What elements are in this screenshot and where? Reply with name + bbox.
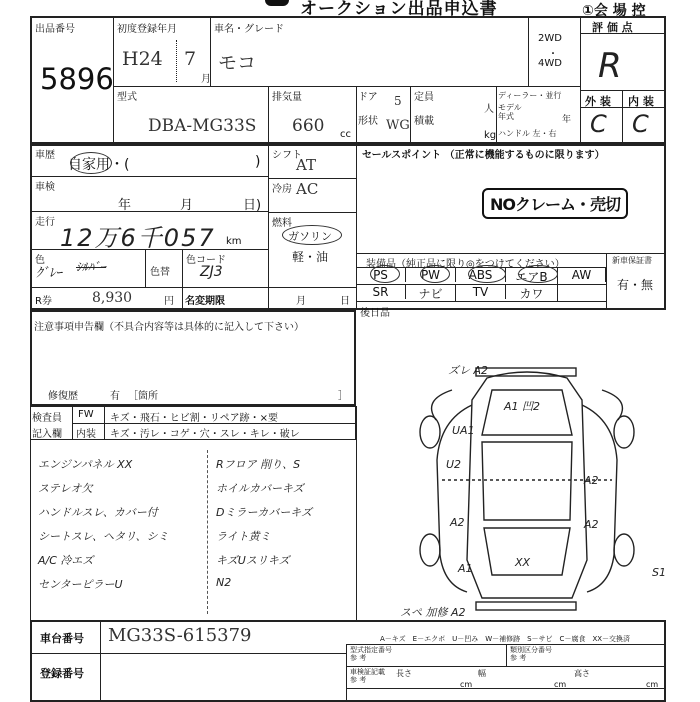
equipment-item: エアB [506, 268, 558, 285]
color-label: 色 [35, 255, 45, 266]
damage-legend: A－キズ E－エクボ U－凹み W－補修跡 S－サビ C－腐食 XX－交換済 [380, 635, 631, 643]
class-label: 類別区分番号 参 考 [510, 646, 552, 662]
color-code-label: 色コード [186, 255, 226, 266]
shape-value: WG [386, 118, 410, 133]
width-unit: cm [554, 680, 567, 689]
equip-circle-ps [370, 265, 400, 283]
model-name-label: 車名・グレード [214, 24, 284, 35]
model-year-unit: 年 [562, 115, 572, 125]
length-unit: cm [460, 680, 473, 689]
damage-mark-rear: XX [515, 556, 531, 569]
aftermarket-label: 後日品 [360, 308, 390, 319]
equipment-label: 装備品（純正品に限り◎をつけてください） [366, 259, 565, 270]
chassis-value: MG33S-615379 [108, 625, 252, 646]
drive-dot: ・ [548, 49, 558, 60]
remark-line: エンジンパネル XX [38, 458, 133, 471]
inspector-row-2: キズ・汚レ・コゲ・穴・スレ・キレ・破レ [110, 429, 300, 440]
registration-month: 7 [184, 48, 197, 70]
length-label: 長さ [396, 669, 412, 678]
damage-mark-bottom-note: スペ 加修 A2 [400, 606, 466, 619]
shift-value: AT [296, 156, 317, 174]
usage-value: 自家用・( [68, 157, 130, 173]
lot-number-value: 5896 [40, 62, 114, 96]
equipment-item: カワ [506, 285, 558, 302]
color-value: ｸﾞﾚｰ [36, 266, 62, 281]
type-label: 型式 [117, 92, 137, 103]
damage-mark-roof: A1 凹2 [504, 400, 541, 413]
equip-circle-airbag [518, 265, 558, 283]
registration-number-label: 登録番号 [40, 667, 84, 680]
equip-circle-abs [468, 265, 506, 283]
damage-mark-rear-bottom: A1 [458, 562, 473, 575]
damage-mark-left-front: UA1 [452, 424, 475, 437]
displacement-label: 排気量 [272, 92, 302, 103]
grade-value: R [598, 46, 622, 86]
remark-line: シートスレ、ヘタリ、シミ [38, 530, 169, 543]
ac-label: 冷房 [272, 184, 292, 195]
usage-circle [70, 152, 112, 174]
sales-point-label: セールスポイント （正常に機能するものに限ります） [362, 150, 605, 161]
damage-mark-bumper: S1 [652, 566, 666, 579]
remark-line: ライト黄ミ [216, 530, 271, 543]
inspector-label-1: 検査員 [32, 413, 62, 424]
color-change-label: 色替 [150, 267, 170, 278]
load-unit: kg [484, 130, 497, 141]
warranty-value: 有・無 [617, 278, 654, 292]
remark-line: キズUスリキズ [216, 554, 290, 567]
grade-label: 評 価 点 [592, 21, 633, 34]
lot-number-label: 出品番号 [35, 24, 75, 35]
equipment-item: AW [558, 268, 606, 282]
ac-value: AC [296, 180, 319, 198]
equipment-item: ABS [456, 268, 506, 282]
color-struck: ｼﾙﾊﾞｰ [76, 260, 107, 274]
fuel-diesel: 軽・油 [292, 250, 329, 264]
capacity-unit: 人 [484, 104, 494, 115]
model-name-value: モコ [218, 52, 257, 74]
mileage-unit: km [226, 236, 242, 247]
fuel-gasoline: ガソリン [288, 230, 332, 243]
equipment-item: TV [456, 285, 506, 299]
handle-label: ハンドル 左・右 [498, 129, 557, 138]
inspection-month: 月 [180, 198, 194, 213]
name-change-month: 月 [296, 296, 306, 307]
load-label: 積載 [414, 116, 434, 127]
model-year-label: モデル 年式 [498, 103, 522, 121]
venue-copy-label: ①会 場 控 [582, 3, 646, 19]
no-claim-stamp: NOクレーム・売切 [482, 188, 628, 219]
remark-line: ハンドルスレ、カバー付 [38, 506, 158, 519]
tax-unit: 円 [164, 296, 174, 307]
inspection-year: 年 [118, 198, 132, 213]
remark-line: Rフロア 削り、S [216, 458, 301, 471]
exterior-grade: C [590, 110, 607, 138]
damage-mark-top-left: ズレ A2 [448, 364, 489, 377]
fuel-circle [282, 225, 342, 245]
equipment-item: PW [406, 268, 456, 282]
damage-mark-left-mid: U2 [446, 458, 462, 471]
tax-label: R券 [35, 296, 52, 307]
equipment-item: SR [356, 285, 406, 299]
drive-4wd: 4WD [538, 58, 562, 69]
model-spec-label: 型式指定番号 参 考 [350, 646, 392, 662]
auction-logo [265, 0, 289, 6]
registration-year: H24 [122, 48, 163, 70]
doors-value: 5 [394, 94, 402, 108]
repair-label: 修復歴 [48, 391, 78, 402]
header-title: オークション出品申込書 [300, 0, 498, 19]
registration-label: 初度登録年月 [117, 24, 177, 35]
chassis-label: 車台番号 [40, 632, 84, 645]
equipment-item: ナビ [406, 285, 456, 302]
inspection-day: 日) [243, 198, 262, 213]
fuel-label: 燃料 [272, 218, 292, 229]
damage-mark-left-rear: A2 [450, 516, 465, 529]
inspector-label-2: 記入欄 [32, 429, 62, 440]
name-change-label: 名変期限 [185, 296, 225, 307]
doors-label: ドア [358, 92, 378, 103]
cert-label: 車検証記載 参 考 [350, 668, 385, 684]
repair-close: ］ [338, 391, 348, 402]
tax-value: 8,930 [92, 290, 133, 306]
remark-line: N2 [216, 576, 232, 589]
interior-label: 内 装 [628, 95, 654, 108]
damage-mark-right-mid: A2 [584, 474, 599, 487]
color-code-value: ZJ3 [200, 264, 223, 280]
warranty-label: 新車保証書 [612, 256, 652, 265]
damage-mark-right-rear: A2 [584, 518, 599, 531]
remark-line: ステレオ欠 [38, 482, 93, 495]
dealer-label: ディーラー・並行 [498, 91, 562, 100]
width-label: 幅 [478, 669, 486, 678]
equip-circle-pw [420, 265, 450, 283]
shape-label: 形状 [358, 116, 378, 127]
interior-grade: C [632, 110, 649, 138]
remark-line: A/C 冷エズ [38, 554, 94, 567]
equipment-row-2 [356, 284, 606, 301]
mileage-label: 走行 [35, 217, 55, 228]
displacement-value: 660 [292, 116, 325, 136]
repair-yes: 有 [110, 391, 120, 402]
height-label: 高さ [574, 669, 590, 678]
repair-place: ［箇所 [128, 391, 158, 402]
usage-label: 車歴 [35, 150, 55, 161]
exterior-label: 外 装 [585, 95, 611, 108]
usage-close: ) [255, 154, 261, 170]
registration-month-unit: 月 [201, 74, 211, 85]
remark-line: ホイルカバーキズ [216, 482, 304, 495]
capacity-label: 定員 [414, 92, 434, 103]
notes-label: 注意事項申告欄（不具合内容等は具体的に記入して下さい） [34, 322, 304, 333]
inspector-fw: FW [78, 409, 94, 420]
inspector-row-1: キズ・飛石・ヒビ割・リペア跡・×要 [110, 413, 278, 424]
mileage-value: 12万6千057 [60, 224, 216, 252]
height-unit: cm [646, 680, 659, 689]
type-value: DBA-MG33S [148, 116, 257, 136]
remark-line: センターピラーU [38, 578, 123, 591]
name-change-day: 日 [340, 296, 350, 307]
shift-label: シフト [272, 150, 302, 161]
remark-line: Dミラーカバーキズ [216, 506, 313, 519]
inspector-interior: 内装 [76, 429, 96, 440]
drive-2wd: 2WD [538, 33, 562, 44]
equipment-item: PS [356, 268, 406, 282]
displacement-unit: cc [340, 129, 351, 140]
inspection-label: 車検 [35, 182, 55, 193]
